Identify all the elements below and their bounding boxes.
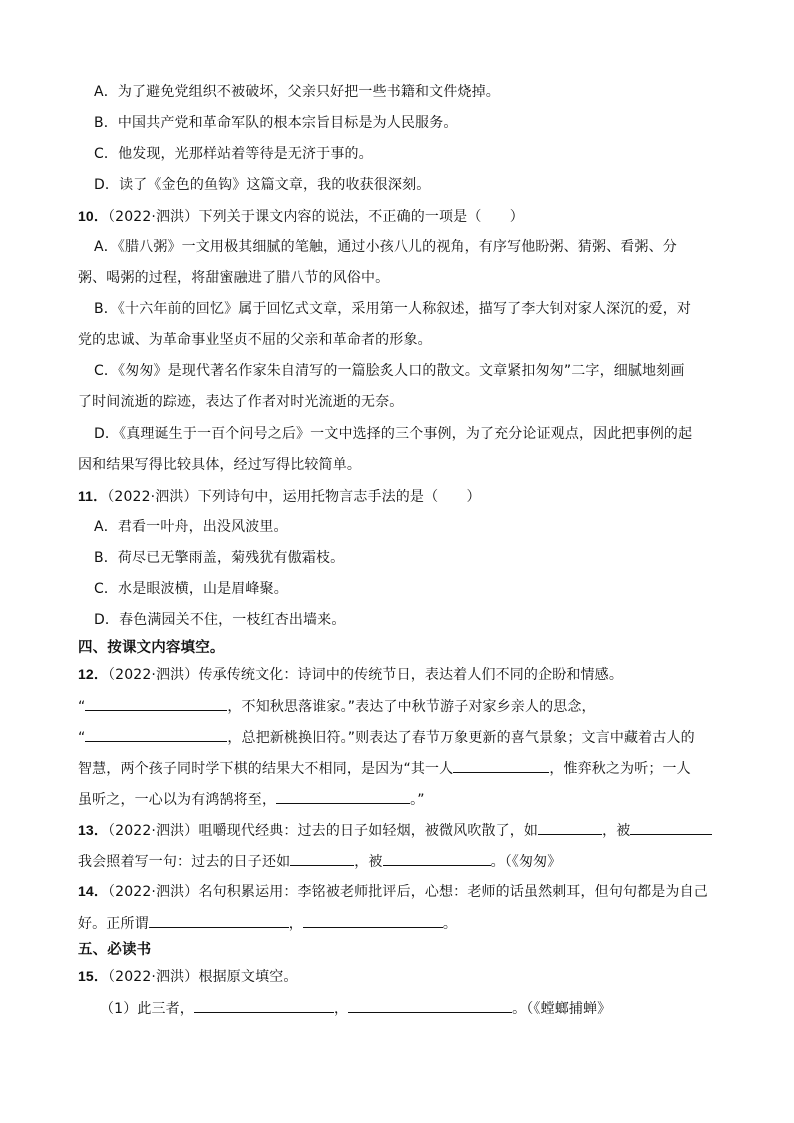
fill-blank[interactable] <box>538 819 602 835</box>
q10-option-d-line1: D．《真理诞生于一百个问号之后》一文中选择的三个事例，为了充分论证观点，因此把事例的起 <box>94 426 693 442</box>
quote-mark: “ <box>78 730 86 746</box>
text-segment: ，被 <box>602 823 631 839</box>
question-number: 12． <box>78 666 109 682</box>
q11-option-a: A．君看一叶舟，出没风波里。 <box>94 519 288 535</box>
q9-option-a: A．为了避免党组织不被破坏，父亲只好把一些书籍和文件烧掉。 <box>94 84 500 100</box>
question-stem: 下列诗句中，运用托物言志手法的是（ ） <box>197 489 481 505</box>
question-source: （2022·泗洪） <box>108 209 199 225</box>
q12-line-1 <box>78 695 596 717</box>
fill-blank[interactable] <box>453 757 549 773</box>
quote-mark: “ <box>78 699 86 715</box>
q10-option-b-line2: 党的忠诚、为革命事业坚贞不屈的父亲和革命者的形象。 <box>78 332 432 348</box>
q10-option-a-line2: 粥、喝粥的过程，将甜蜜融进了腊八节的风俗中。 <box>78 270 390 286</box>
q10-option-d-line2: 因和结果写得比较具体，经过写得比较简单。 <box>78 457 361 473</box>
q9-option-c: C．他发现，光那样站着等待是无济于事的。 <box>94 146 373 162</box>
text-segment: 。” <box>410 792 425 808</box>
fill-blank[interactable] <box>383 850 491 866</box>
question-source: （2022·泗洪） <box>108 667 199 683</box>
fill-blank[interactable] <box>348 997 512 1013</box>
q10-stem-line <box>78 206 524 227</box>
fill-blank[interactable] <box>85 695 227 711</box>
fill-blank[interactable] <box>303 912 443 928</box>
text-segment: ，不知秋思落谁家。”表达了中秋节游子对家乡亲人的思念， <box>227 699 596 715</box>
q11-option-b: B．荷尽已无擎雨盖，菊残犹有傲霜枝。 <box>94 550 345 566</box>
q12-stem-line <box>78 664 623 685</box>
q11-stem-line <box>78 486 481 507</box>
text-segment: ， <box>333 1001 349 1017</box>
text-segment: 智慧，两个孩子同时学下棋的结果大不相同，是因为“其一人 <box>78 761 454 777</box>
fill-blank[interactable] <box>290 850 354 866</box>
text-segment: ，总把新桃换旧符。”则表达了春节万象更新的喜气景象；文言中藏着古人的 <box>227 730 695 746</box>
q13-line-2 <box>78 850 561 872</box>
question-source: （2022·泗洪） <box>107 489 198 505</box>
question-stem: 根据原文填空。 <box>198 969 298 985</box>
question-source: （2022·泗洪） <box>108 969 199 985</box>
text-segment: ，惟弈秋之为听；一人 <box>549 761 691 777</box>
question-number: 10． <box>78 208 109 224</box>
fill-blank[interactable] <box>149 912 289 928</box>
question-source: （2022·泗洪） <box>108 884 199 900</box>
question-stem: 咀嚼现代经典：过去的日子如轻烟，被微风吹散了，如 <box>198 823 539 839</box>
question-stem: 名句积累运用：李铭被老师批评后，心想：老师的话虽然刺耳，但句句都是为自己 <box>198 884 708 900</box>
question-stem: 传承传统文化：诗词中的传统节日，表达着人们不同的企盼和情感。 <box>198 667 623 683</box>
q9-option-d: D．读了《金色的鱼钩》这篇文章，我的收获很深刻。 <box>94 177 431 193</box>
q10-option-c-line2: 了时间流逝的踪迹，表达了作者对时光流逝的无奈。 <box>78 394 404 410</box>
text-segment: 我会照着写一句：过去的日子还如 <box>78 854 291 870</box>
q12-line-2 <box>78 726 695 748</box>
q15-sub-1 <box>100 997 611 1019</box>
fill-blank[interactable] <box>630 819 712 835</box>
q15-stem-line <box>78 966 298 987</box>
q10-option-b-line1: B．《十六年前的回忆》属于回忆式文章，采用第一人称叙述，描写了李大钊对家人深沉的爱，对 <box>94 301 692 317</box>
text-segment: 。（《匆匆》 <box>490 854 562 870</box>
q12-line-4 <box>78 788 425 810</box>
question-stem: 下列关于课文内容的说法，不正确的一项是（ ） <box>198 209 524 225</box>
question-source: （2022·泗洪） <box>108 823 199 839</box>
section-heading-4: 四、按课文内容填空。 <box>78 640 225 656</box>
q9-option-b: B．中国共产党和革命军队的根本宗旨目标是为人民服务。 <box>94 115 458 131</box>
text-segment: ，被 <box>354 854 383 870</box>
question-number: 14． <box>78 883 109 899</box>
fill-blank[interactable] <box>194 997 334 1013</box>
q11-option-c: C．水是眼波横，山是眉峰聚。 <box>94 581 288 597</box>
q13-stem-line <box>78 819 712 841</box>
section-heading-5: 五、必读书 <box>78 942 152 958</box>
q12-line-3 <box>78 757 691 779</box>
question-number: 11． <box>78 488 108 504</box>
text-segment: 好。正所谓 <box>78 916 149 932</box>
q10-option-a-line1: A．《腊八粥》一文用极其细腻的笔触，通过小孩八儿的视角，有序写他盼粥、猜粥、看粥、分 <box>94 239 677 255</box>
text-segment: ， <box>288 916 303 932</box>
fill-blank[interactable] <box>276 788 410 804</box>
question-number: 15． <box>78 968 109 984</box>
text-segment: 。 <box>442 916 458 932</box>
text-segment: 。（《螳螂捕蝉》 <box>512 1001 612 1017</box>
question-number: 13． <box>78 822 109 838</box>
q10-option-c-line1: C．《匆匆》是现代著名作家朱自清写的一篇脍炙人口的散文。文章紧扣匆匆”二字，细腻地刻画 <box>94 363 685 379</box>
q14-stem-line <box>78 881 708 902</box>
fill-blank[interactable] <box>85 726 227 742</box>
text-segment: （1）此三者， <box>100 1001 194 1017</box>
q14-line-2 <box>78 912 457 934</box>
q11-option-d: D．春色满园关不住，一枝红杏出墙来。 <box>94 612 346 628</box>
text-segment: 虽听之，一心以为有鸿鹄将至， <box>78 792 277 808</box>
